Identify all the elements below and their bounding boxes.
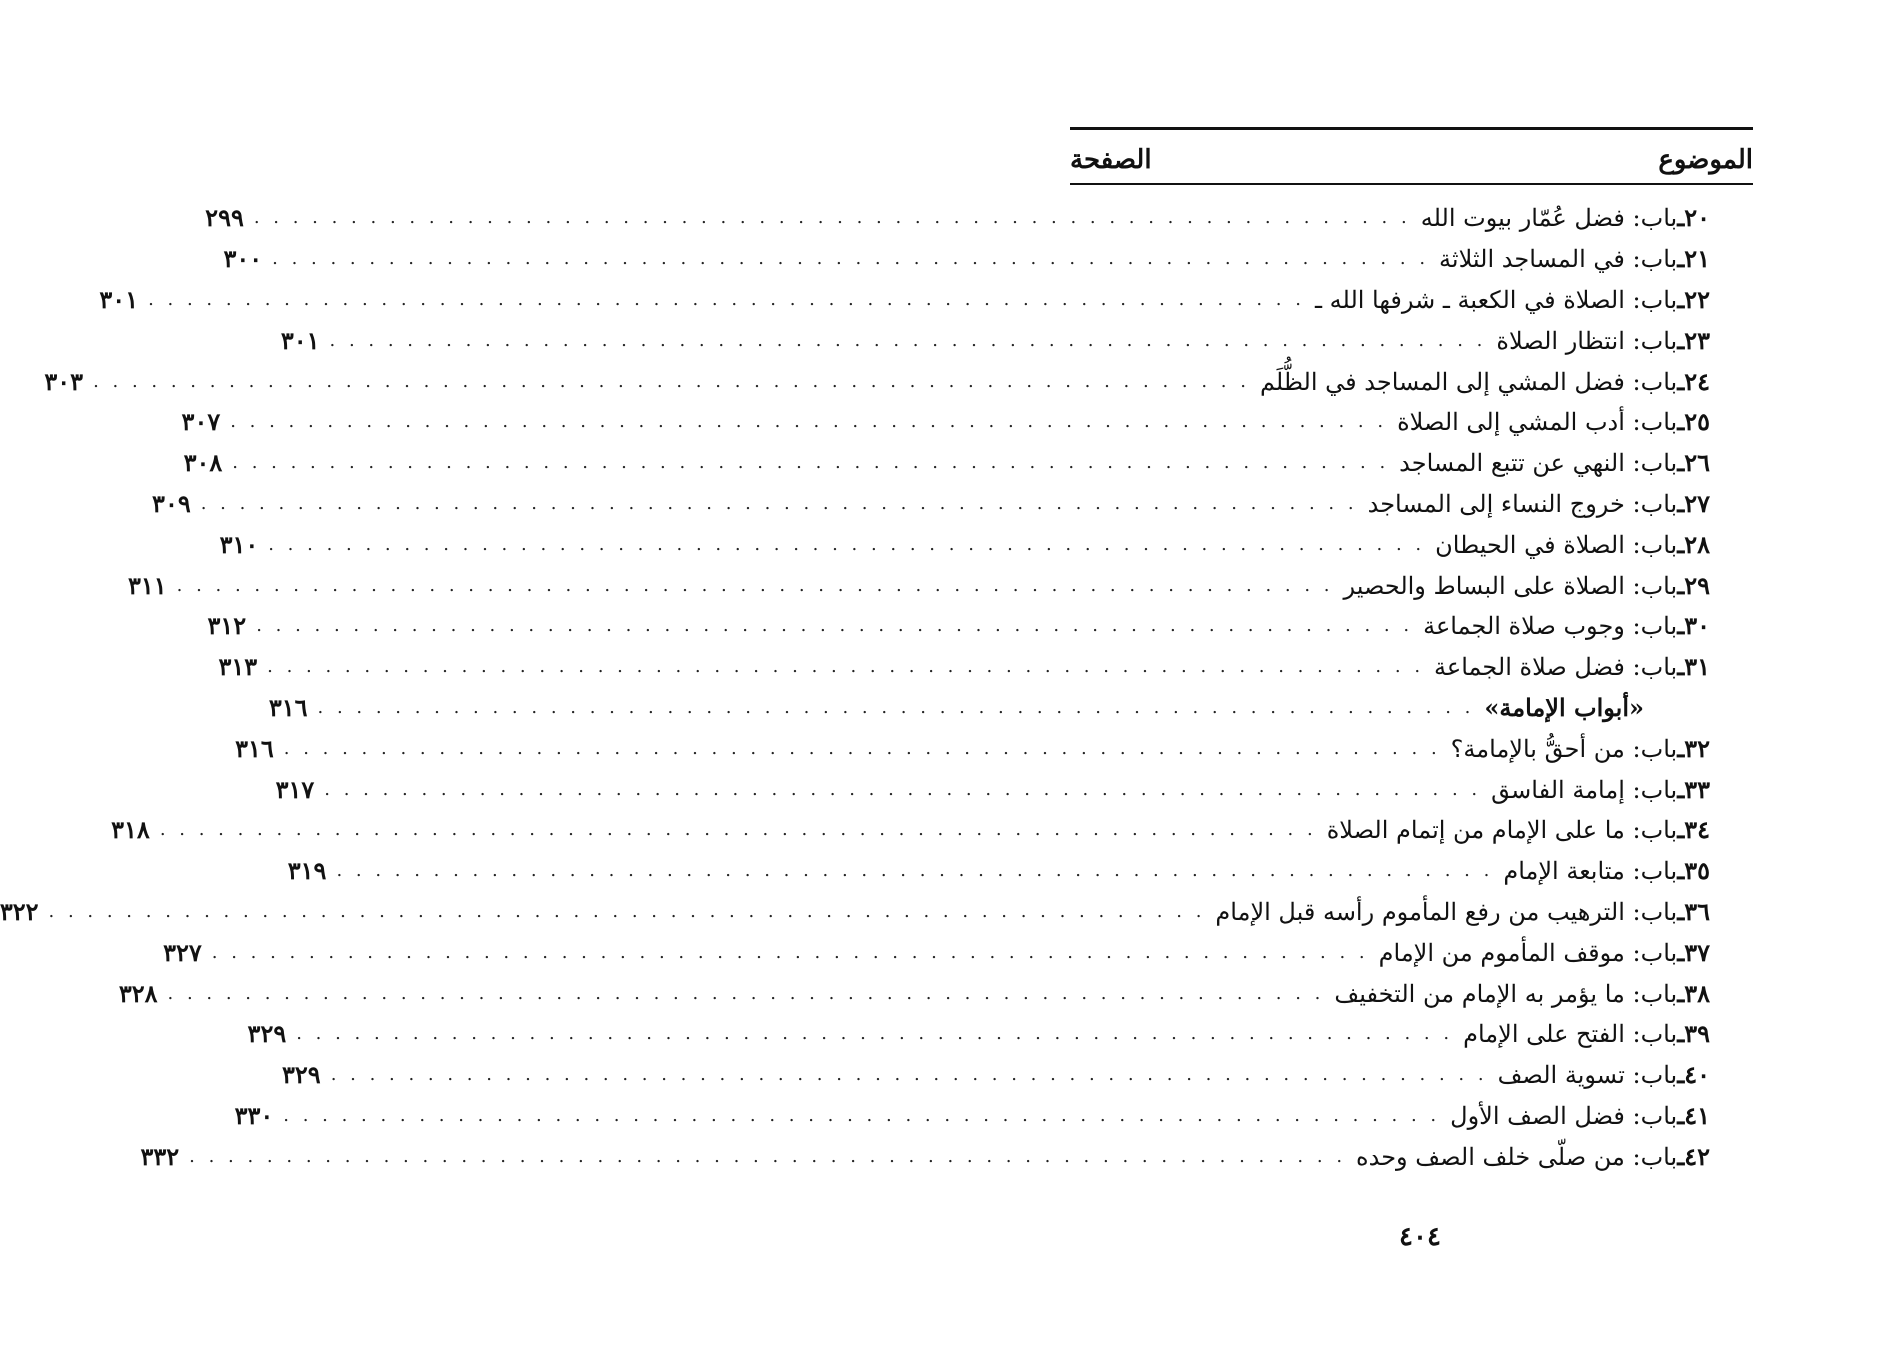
section-title: «أبواب الإمامة» [1484,692,1644,722]
entry-page-number: ٣١٦ [235,733,274,763]
dot-leader: . . . . . . . . . . . . . . . . . . . . . . . . . . . . . . . . . . . . . . . . . . . . . . . . . . . . . . . . . . . . [230,411,1388,433]
entry-number: ٤١ [1684,1100,1710,1130]
dot-leader: . . . . . . . . . . . . . . . . . . . . . . . . . . . . . . . . . . . . . . . . . . . . . . . . . . . . . . . . . . . . [200,492,1358,514]
entry-page-number: ٣٠١ [99,284,139,314]
entry-page-number: ٣٣٠ [234,1100,274,1130]
entry-dash: ـ [1677,448,1685,478]
toc-entry [118,973,1710,1014]
dot-leader: . . . . . . . . . . . . . . . . . . . . . . . . . . . . . . . . . . . . . . . . . . . . . . . . . . . . . . . . . . . . [232,452,1390,474]
entry-dash: ـ [1677,1019,1685,1049]
entry-dash: ـ [1677,611,1685,641]
entry-page-number: ٣٠٧ [181,407,221,437]
toc-entry [219,524,1710,565]
entry-dash: ـ [1677,978,1685,1008]
toc-entry [140,1136,1710,1177]
entry-title: باب: وجوب صلاة الجماعة [1423,612,1678,641]
entry-title: باب: في المساجد الثلاثة [1439,245,1678,274]
entry-dash: ـ [1677,284,1685,314]
entry-page-number: ٣١٣ [218,652,258,682]
entry-title: باب: من أحقُّ بالإمامة؟ [1450,734,1678,763]
dot-leader: . . . . . . . . . . . . . . . . . . . . . . . . . . . . . . . . . . . . . . . . . . . . . . . . . . . . . . . . . . . . [159,819,1317,841]
entry-page-number: ٢٩٩ [205,203,244,233]
dot-leader: . . . . . . . . . . . . . . . . . . . . . . . . . . . . . . . . . . . . . . . . . . . . . . . . . . . . . . . . . . . . [336,860,1494,882]
dot-leader: . . . . . . . . . . . . . . . . . . . . . . . . . . . . . . . . . . . . . . . . . . . . . . . . . . . . . . . . . . . . [148,288,1305,310]
entry-page-number: ٣٢٧ [163,937,202,967]
dot-leader: . . . . . . . . . . . . . . . . . . . . . . . . . . . . . . . . . . . . . . . . . . . . . . . . . . . . . . . . . . . . [268,533,1426,555]
entry-dash: ـ [1677,529,1685,559]
dot-leader: . . . . . . . . . . . . . . . . . . . . . . . . . . . . . . . . . . . . . . . . . . . . . . . . . . . . . . . . . . . . [296,1023,1454,1045]
entry-number: ٢١ [1684,244,1710,274]
toc-entry [275,769,1710,810]
entry-number: ٣٥ [1684,856,1710,886]
topic-column-label: الموضوع [1658,145,1753,175]
entry-title: باب: أدب المشي إلى الصلاة [1397,408,1678,437]
dot-leader: . . . . . . . . . . . . . . . . . . . . . . . . . . . . . . . . . . . . . . . . . . . . . . . . . . . . . . . . . . . . [256,615,1414,637]
dot-leader: . . . . . . . . . . . . . . . . . . . . . . . . . . . . . . . . . . . . . . . . . . . . . . . . . . . . . . . . . . . . [211,941,1369,963]
toc-entry [183,443,1710,484]
entry-number: ٢٣ [1684,325,1710,355]
entry-number: ٤٢ [1684,1141,1710,1171]
entry-dash: ـ [1677,1100,1685,1130]
entry-title: باب: فضل المشي إلى المساجد في الظُّلَم [1259,367,1678,396]
entry-dash: ـ [1677,570,1685,600]
toc-entry [207,606,1710,647]
entry-page-number: ٣٢٩ [282,1060,321,1090]
entry-number: ٢٦ [1684,448,1710,478]
entry-number: ٢٧ [1684,488,1710,518]
entry-title: باب: ما يؤمر به الإمام من التخفيف [1334,979,1678,1008]
toc-header [1070,140,1753,180]
toc-entry [218,647,1710,688]
dot-leader: . . . . . . . . . . . . . . . . . . . . . . . . . . . . . . . . . . . . . . . . . . . . . . . . . . . . . . . . . . . . [283,737,1441,759]
entry-title: باب: إمامة الفاسق [1491,775,1678,804]
dot-leader: . . . . . . . . . . . . . . . . . . . . . . . . . . . . . . . . . . . . . . . . . . . . . . . . . . . . . . . . . . . . [48,900,1206,922]
dot-leader: . . . . . . . . . . . . . . . . . . . . . . . . . . . . . . . . . . . . . . . . . . . . . . . . . . . . . . . . . . . . [324,778,1482,800]
toc-entry [99,280,1710,321]
entry-dash: ـ [1677,244,1685,274]
entry-dash: ـ [1677,366,1685,396]
entry-title: باب: الترهيب من رفع المأموم رأسه قبل الإمام [1215,897,1678,926]
dot-leader: . . . . . . . . . . . . . . . . . . . . . . . . . . . . . . . . . . . . . . . . . . . . . . . . . . . . . . . . . . . . [329,329,1487,351]
entry-dash: ـ [1677,488,1685,518]
entry-page-number: ٣٢٢ [0,896,39,926]
entry-title: باب: فضل صلاة الجماعة [1434,653,1678,682]
entry-page-number: ٣٠٨ [183,448,223,478]
toc-entry [44,361,1710,402]
entry-number: ٢٤ [1684,366,1710,396]
entry-title: باب: انتظار الصلاة [1496,326,1678,355]
entry-page-number: ٣١٩ [287,856,327,886]
toc-entry [111,810,1710,851]
entry-page-number: ٣٢٩ [247,1019,287,1049]
page-number: ٤٠٤ [1399,1222,1441,1252]
dot-leader: . . . . . . . . . . . . . . . . . . . . . . . . . . . . . . . . . . . . . . . . . . . . . . . . . . . . . . . . . . . . [283,1104,1441,1126]
entry-number: ٢٥ [1684,407,1710,437]
dot-leader: . . . . . . . . . . . . . . . . . . . . . . . . . . . . . . . . . . . . . . . . . . . . . . . . . . . . . . . . . . . . [189,1145,1347,1167]
toc-entry [247,1014,1710,1055]
entry-title: باب: من صلّى خلف الصف وحده [1356,1142,1678,1171]
entry-number: ٣٣ [1684,774,1710,804]
entry-title: باب: فضل عُمّار بيوت الله [1420,204,1678,233]
dot-leader: . . . . . . . . . . . . . . . . . . . . . . . . . . . . . . . . . . . . . . . . . . . . . . . . . . . . . . . . . . . . [253,207,1411,229]
entry-number: ٢٨ [1684,529,1710,559]
dot-leader: . . . . . . . . . . . . . . . . . . . . . . . . . . . . . . . . . . . . . . . . . . . . . . . . . . . . . . . . . . . . [330,1064,1488,1086]
dot-leader: . . . . . . . . . . . . . . . . . . . . . . . . . . . . . . . . . . . . . . . . . . . . . . . . . . . . . . . . . . . . [317,696,1475,718]
entry-number: ٣٦ [1684,896,1710,926]
entry-page-number: ٣١٦ [268,692,308,722]
entry-title: باب: خروج النساء إلى المساجد [1367,489,1678,518]
entry-page-number: ٣١١ [127,570,167,600]
toc-entry [280,320,1710,361]
entry-number: ٣١ [1684,652,1710,682]
toc-entry [205,198,1710,239]
entry-title: باب: موقف المأموم من الإمام [1378,938,1678,967]
toc-section-heading [268,688,1710,729]
toc-entry [152,484,1710,525]
dot-leader: . . . . . . . . . . . . . . . . . . . . . . . . . . . . . . . . . . . . . . . . . . . . . . . . . . . . . . . . . . . . [272,248,1430,270]
entry-page-number: ٣١٨ [111,815,150,845]
entry-title: باب: النهي عن تتبع المساجد [1399,449,1678,478]
entry-dash: ـ [1677,815,1685,845]
entry-number: ٣٠ [1684,611,1710,641]
dot-leader: . . . . . . . . . . . . . . . . . . . . . . . . . . . . . . . . . . . . . . . . . . . . . . . . . . . . . . . . . . . . [267,656,1425,678]
entry-number: ٢٠ [1684,203,1710,233]
entry-title: باب: الفتح على الإمام [1463,1020,1678,1049]
entry-page-number: ٣٢٨ [118,978,158,1008]
header-top-rule [1070,127,1753,130]
toc-entry [234,1096,1710,1137]
entry-dash: ـ [1677,652,1685,682]
entry-number: ٣٤ [1684,815,1710,845]
entry-title: باب: تسوية الصف [1497,1061,1678,1090]
entry-title: باب: متابعة الإمام [1503,857,1678,886]
toc-entry [181,402,1710,443]
entry-dash: ـ [1677,1141,1685,1171]
entry-title: باب: الصلاة في الكعبة ـ شرفها الله ـ [1314,285,1678,314]
entry-number: ٢٢ [1684,284,1710,314]
toc-entry [235,728,1710,769]
entry-dash: ـ [1677,1060,1685,1090]
entry-page-number: ٣٣٢ [140,1141,180,1171]
entry-title: باب: الصلاة على البساط والحصير [1343,571,1678,600]
toc-entry [127,565,1710,606]
header-bottom-rule [1070,183,1753,185]
page-column-label: الصفحة [1070,145,1152,175]
entry-dash: ـ [1677,203,1685,233]
entry-number: ٣٧ [1684,937,1710,967]
toc-entry [223,239,1710,280]
entry-dash: ـ [1677,325,1685,355]
entry-page-number: ٣٠١ [280,325,320,355]
entry-page-number: ٣٠٩ [152,488,191,518]
entry-title: باب: الصلاة في الحيطان [1435,530,1678,559]
entry-dash: ـ [1677,774,1685,804]
dot-leader: . . . . . . . . . . . . . . . . . . . . . . . . . . . . . . . . . . . . . . . . . . . . . . . . . . . . . . . . . . . . [167,982,1325,1004]
entry-dash: ـ [1677,856,1685,886]
entry-page-number: ٣٠٠ [223,244,263,274]
entry-dash: ـ [1677,896,1685,926]
toc-list [0,198,1710,1177]
dot-leader: . . . . . . . . . . . . . . . . . . . . . . . . . . . . . . . . . . . . . . . . . . . . . . . . . . . . . . . . . . . . [93,370,1250,392]
entry-number: ٣٩ [1684,1019,1710,1049]
entry-page-number: ٣٠٣ [44,366,84,396]
entry-page-number: ٣١٠ [219,529,259,559]
toc-entry [163,932,1710,973]
entry-title: باب: فضل الصف الأول [1450,1101,1678,1130]
entry-page-number: ٣١٧ [275,774,315,804]
toc-entry [282,1055,1710,1096]
entry-number: ٤٠ [1684,1060,1710,1090]
entry-title: باب: ما على الإمام من إتمام الصلاة [1326,816,1678,845]
entry-dash: ـ [1677,937,1685,967]
toc-entry [287,851,1710,892]
entry-number: ٢٩ [1684,570,1710,600]
dot-leader: . . . . . . . . . . . . . . . . . . . . . . . . . . . . . . . . . . . . . . . . . . . . . . . . . . . . . . . . . . . . [176,574,1334,596]
toc-entry [0,892,1710,933]
entry-page-number: ٣١٢ [207,611,247,641]
entry-number: ٣٢ [1684,733,1710,763]
entry-number: ٣٨ [1684,978,1710,1008]
entry-dash: ـ [1677,407,1685,437]
entry-dash: ـ [1677,733,1685,763]
